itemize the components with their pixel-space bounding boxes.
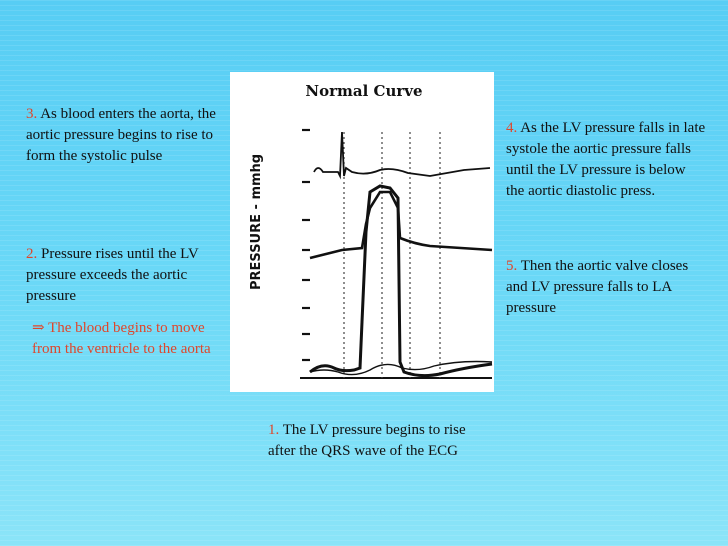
y-axis-ticks — [302, 130, 310, 360]
step-text: As blood enters the aorta, the aortic pressure begins to rise to form the systolic pulse — [26, 106, 216, 164]
note-step-4 — [506, 118, 706, 202]
y-axis-label: PRESSURE - mmhg — [249, 153, 264, 290]
note-step-5 — [506, 256, 696, 319]
step-number: 4. — [506, 120, 518, 136]
step-text: The LV pressure begins to rise after the QRS wave of the ECG — [268, 422, 466, 459]
note-step-2-consequence — [32, 318, 212, 360]
step-number: 1. — [268, 422, 280, 438]
step-text: The blood begins to move from the ventricle to the aorta — [32, 320, 211, 357]
step-number: 5. — [506, 258, 518, 274]
step-text: Then the aortic valve closes and LV pressure falls to LA pressure — [506, 258, 689, 316]
ecg-trace — [314, 132, 490, 176]
lv-pressure-trace — [310, 186, 492, 376]
aortic-pressure-trace — [310, 192, 492, 258]
pressure-curve-figure — [230, 72, 494, 392]
note-step-1 — [268, 420, 468, 462]
pressure-curve-svg — [230, 72, 494, 392]
step-number: 3. — [26, 106, 38, 122]
note-step-2 — [26, 244, 214, 307]
figure-title: Normal Curve — [305, 82, 423, 100]
step-number: 2. — [26, 246, 38, 262]
implies-arrow-icon: ⇒ — [32, 320, 45, 336]
step-text: As the LV pressure falls in late systole the aortic pressure falls until the LV pressure is below the aortic diastolic press. — [506, 120, 706, 199]
note-step-3 — [26, 104, 216, 167]
step-text: Pressure rises until the LV pressure exceeds the aortic pressure — [26, 246, 199, 304]
